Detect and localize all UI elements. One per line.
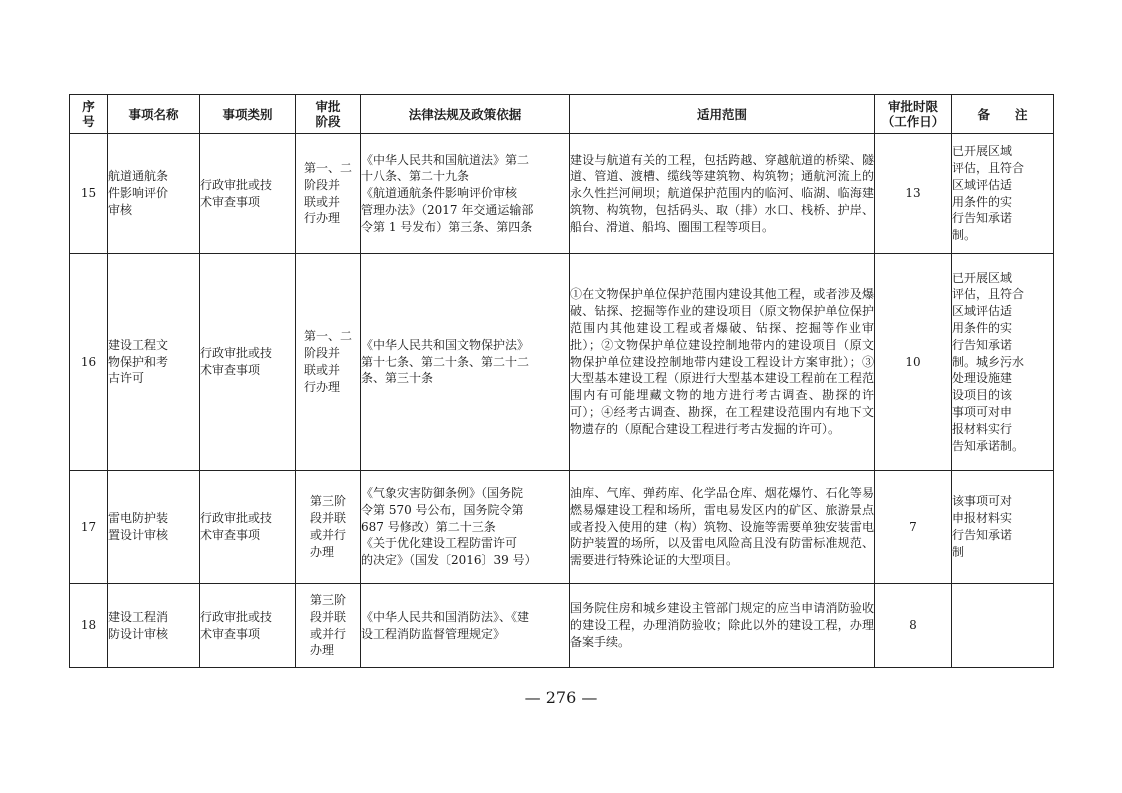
header-name: 事项名称 [108,95,200,134]
row-remark: 已开展区域 评估，且符合 区域评估适 用条件的实 行告知承诺 制。 [952,134,1054,254]
header-seq: 序 号 [70,95,108,134]
row-stage: 第一、二 阶段并 联或并 行办理 [303,329,352,394]
header-remark: 备 注 [952,95,1054,134]
page-number: — 276 — [524,688,598,707]
row-stage: 第三阶 段并联 或并行 办理 [309,494,346,559]
row-scope: ①在文物保护单位保护范围内建设其他工程，或者涉及爆破、钻探、挖掘等作业的建设项目（原文物保护单位保护范围内其他建设工程或者爆破、钻探、挖掘等作业审批）；②文物保护单位建设控制地带内的建设项目（原文物保护单位建设控制地带内建设工程设计方案审批）；③大型基本建设工程（原进行大型基本建设工程前在工程范围内有可能埋藏文物的地方进行考古调查、勘探的许可）；④经考古调查、勘探，在工程建设范围内有地下文物遗存的（原配合建设工程进行考古发掘的许可）。 [570,254,875,471]
row-remark [952,584,1054,668]
row-item-name: 雷电防护装 置设计审核 [108,471,200,584]
row-seq: 17 [70,471,108,584]
row-category: 行政审批或技 术审查事项 [200,471,296,584]
row-time-limit: 7 [875,471,952,584]
row-remark: 该事项可对 申报材料实 行告知承诺 制 [952,471,1054,584]
table-row [70,471,1054,584]
header-category: 事项类别 [200,95,296,134]
row-legal-basis: 《中华人民共和国航道法》第二 十八条、第二十九条 《航道通航条件影响评价审核 管理办法》（2017 年交通运输部 令第 1 号发布）第三条、第四条 [361,134,570,254]
header-basis: 法律法规及政策依据 [361,95,570,134]
row-scope: 油库、气库、弹药库、化学品仓库、烟花爆竹、石化等易燃易爆建设工程和场所，雷电易发区内的矿区、旅游景点或者投入使用的建（构）筑物、设施等需要单独安装雷电防护装置的场所，以及雷电风险高且没有防雷标准规范、需要进行特殊论证的大型项目。 [570,471,875,584]
row-item-name: 航道通航条 件影响评价 审核 [108,134,200,254]
table-row [70,254,1054,471]
header-time-limit: 审批时限 （工作日） [875,95,952,134]
approval-items-table [69,94,1054,668]
row-seq: 16 [70,254,108,471]
row-time-limit: 13 [875,134,952,254]
row-category: 行政审批或技 术审查事项 [200,584,296,668]
row-remark: 已开展区域 评估，且符合 区域评估适 用条件的实 行告知承诺 制。城乡污水 处理设施建 设项目的该 事项可对申 报材料实行 告知承诺制。 [952,254,1054,471]
row-scope: 国务院住房和城乡建设主管部门规定的应当申请消防验收的建设工程，办理消防验收；除此以外的建设工程，办理备案手续。 [570,584,875,668]
row-scope: 建设与航道有关的工程，包括跨越、穿越航道的桥梁、隧道、管道、渡槽、缆线等建筑物、构筑物；通航河流上的永久性拦河闸坝；航道保护范围内的临河、临湖、临海建筑物、构筑物，包括码头、取（排）水口、栈桥、护岸、船台、滑道、船坞、圈围工程等项目。 [570,134,875,254]
row-legal-basis: 《中华人民共和国文物保护法》 第十七条、第二十条、第二十二 条、第三十条 [361,254,570,471]
row-time-limit: 8 [875,584,952,668]
header-stage: 审批 阶段 [296,95,361,134]
row-stage: 第三阶 段并联 或并行 办理 [309,592,346,658]
table-row [70,134,1054,254]
row-seq: 18 [70,584,108,668]
row-item-name: 建设工程消 防设计审核 [108,584,200,668]
row-stage: 第一、二 阶段并 联或并 行办理 [303,160,352,226]
table-header-row [70,95,1054,134]
row-category: 行政审批或技 术审查事项 [200,254,296,471]
row-legal-basis: 《气象灾害防御条例》（国务院 令第 570 号公布，国务院令第 687 号修改）第二十三条 《关于优化建设工程防雷许可 的决定》（国发〔2016〕39 号） [361,471,570,584]
table-row [70,584,1054,668]
header-scope: 适用范围 [570,95,875,134]
row-seq: 15 [70,134,108,254]
row-time-limit: 10 [875,254,952,471]
row-item-name: 建设工程文 物保护和考 古许可 [108,254,200,471]
row-legal-basis: 《中华人民共和国消防法》、《建 设工程消防监督管理规定》 [361,584,570,668]
row-category: 行政审批或技 术审查事项 [200,134,296,254]
